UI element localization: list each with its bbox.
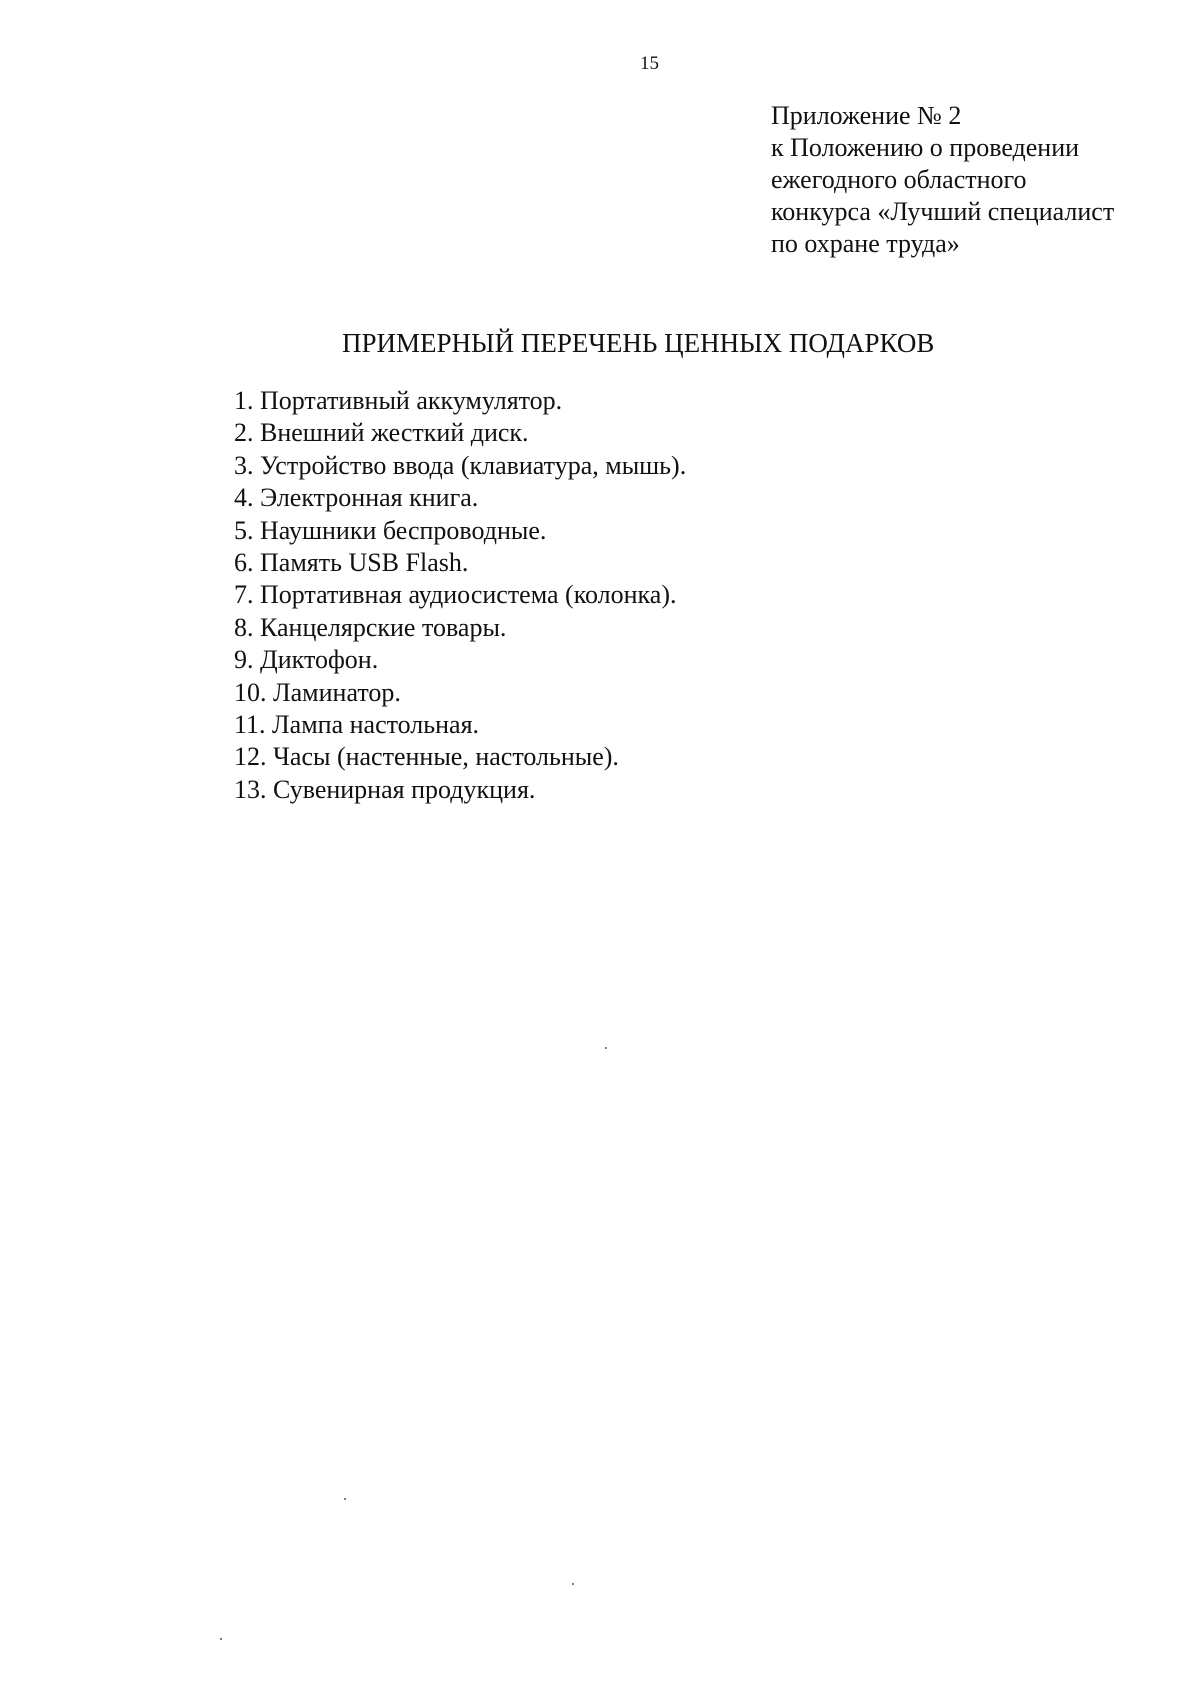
list-item: 12. Часы (настенные, настольные). (234, 742, 619, 772)
list-item: 6. Память USB Flash. (234, 548, 469, 578)
appendix-line: Приложение № 2 (771, 101, 962, 130)
list-item: 8. Канцелярские товары. (234, 612, 507, 642)
list-item: 9. Диктофон. (234, 645, 379, 675)
page-number: 15 (640, 53, 659, 74)
list-item: 4. Электронная книга. (234, 483, 479, 513)
list-item: 11. Лампа настольная. (234, 710, 480, 740)
appendix-line: к Положению о проведении (771, 133, 1080, 162)
appendix-line: конкурса «Лучший специалист (771, 197, 1115, 226)
list-item: 10. Ламинатор. (234, 677, 401, 707)
list-item: 7. Портативная аудиосистема (колонка). (234, 580, 677, 610)
appendix-header (771, 100, 1171, 260)
scan-speck (220, 1638, 222, 1640)
appendix-line: по охране труда» (771, 229, 960, 258)
scan-speck (344, 1498, 346, 1500)
list-item: 2. Внешний жесткий диск. (234, 418, 529, 448)
document-title: ПРИМЕРНЫЙ ПЕРЕЧЕНЬ ЦЕННЫХ ПОДАРКОВ (342, 328, 935, 358)
appendix-line: ежегодного областного (771, 165, 1027, 194)
list-item: 13. Сувенирная продукция. (234, 774, 536, 804)
gift-list (234, 385, 686, 806)
list-item: 1. Портативный аккумулятор. (234, 386, 563, 415)
scan-speck (572, 1583, 574, 1585)
scan-speck (605, 1047, 607, 1049)
list-item: 5. Наушники беспроводные. (234, 515, 547, 545)
list-item: 3. Устройство ввода (клавиатура, мышь). (234, 450, 687, 480)
